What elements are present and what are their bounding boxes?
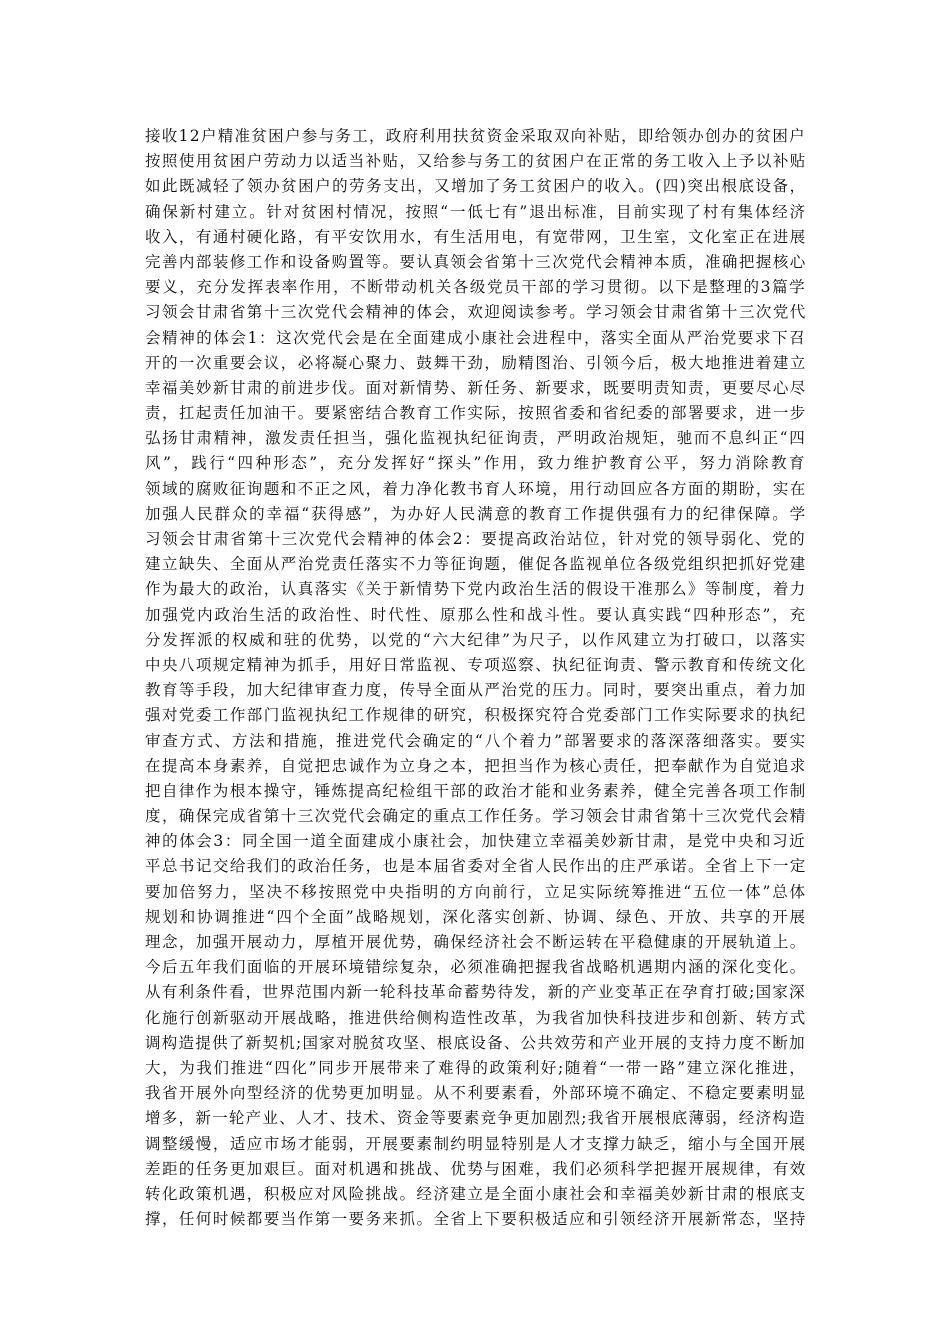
text-line: 教育等手段，加大纪律审查力度，传导全面从严治党的压力。同时，要突出重点，着力加 — [145, 681, 807, 700]
text-line: 撑，任何时候都要当作第一要务来抓。全省上下要积极适应和引领经济开展新常态，坚持 — [145, 1210, 807, 1229]
text-line: 增多，新一轮产业、人才、技术、资金等要素竞争更加剧烈;我省开展根底薄弱，经济构造 — [145, 1109, 806, 1128]
text-line: 如此既减轻了领办贫困户的劳务支出，又增加了务工贫困户的收入。(四)突出根底设备， — [145, 177, 807, 196]
text-line: 审查方式、方法和措施，推进党代会确定的“八个着力”部署要求的落深落细落实。要实 — [145, 731, 808, 750]
text-line: 平总书记交给我们的政治任务，也是本届省委对全省人民作出的庄严承诺。全省上下一定 — [145, 857, 807, 876]
text-line: 按照使用贫困户劳动力以适当补贴，又给参与务工的贫困户在正常的务工收入上予以补贴 — [145, 152, 807, 171]
text-line: 我省开展外向型经济的优势更加明显。从不利要素看，外部环境不确定、不稳定要素明显 — [145, 1084, 807, 1103]
text-line: 度，确保完成省第十三次党代会确定的重点工作任务。学习领会甘肃省第十三次党代会精 — [145, 807, 807, 826]
text-line: 大，为我们推进“四化”同步开展带来了难得的政策利好;随着“一带一路”建立深化推进， — [145, 1058, 807, 1077]
text-line: 会精神的体会1：这次党代会是在全面建成小康社会进程中，落实全面从严治党要求下召 — [145, 328, 807, 347]
text-line: 神的体会3：同全国一道全面建成小康社会，加快建立幸福美妙新甘肃，是党中央和习近 — [145, 832, 807, 851]
text-line: 习领会甘肃省第十三次党代会精神的体会，欢迎阅读参考。学习领会甘肃省第十三次党代 — [145, 303, 807, 322]
text-line: 加强人民群众的幸福“获得感”，为办好人民满意的教育工作提供强有力的纪律保障。学 — [145, 504, 808, 523]
text-line: 弘扬甘肃精神，激发责任担当，强化监视执纪征询责，严明政治规矩，驰而不息纠正“四 — [145, 429, 807, 448]
text-line: 要义，充分发挥表率作用，不断带动机关各级党员干部的学习贯彻。以下是整理的3篇学 — [145, 278, 807, 297]
text-line: 要加倍努力，坚决不移按照党中央指明的方向前行，立足实际统筹推进“五位一体”总体 — [145, 882, 808, 901]
text-line: 建立缺失、全面从严治党责任落实不力等征询题，催促各监视单位各级党组织把抓好党建 — [145, 555, 807, 574]
text-line: 幸福美妙新甘肃的前进步伐。面对新情势、新任务、新要求，既要明责知责，更要尽心尽 — [145, 378, 807, 397]
text-line: 分发挥派的权威和驻的优势，以党的“六大纪律”为尺子，以作风建立为打破口，以落实 — [145, 630, 808, 649]
text-line: 确保新村建立。针对贫困村情况，按照“一低七有”退出标准，目前实现了村有集体经济 — [145, 202, 808, 221]
text-line: 接收12户精准贫困户参与务工，政府利用扶贫资金采取双向补贴，即给领办创办的贫困户 — [145, 127, 806, 145]
text-line: 转化政策机遇，积极应对风险挑战。经济建立是全面小康社会和幸福美妙新甘肃的根底支 — [145, 1184, 807, 1203]
text-line: 作为最大的政治，认真落实《关于新情势下党内政治生活的假设干准那么》等制度，着力 — [145, 580, 807, 599]
text-line: 把自律作为根本操守，锤炼提高纪检组干部的政治才能和业务素养，健全完善各项工作制 — [145, 781, 807, 800]
text-line: 加强党内政治生活的政治性、时代性、原那么性和战斗性。要认真实践“四种形态”，充 — [145, 605, 808, 624]
body-paragraph — [145, 124, 808, 1232]
text-line: 在提高本身素养，自觉把忠诚作为立身之本，把担当作为核心责任，把奉献作为自觉追求 — [145, 756, 807, 775]
text-line: 强对党委工作部门监视执纪工作规律的研究，积极探究符合党委部门工作实际要求的执纪 — [145, 706, 807, 725]
text-line: 调整缓慢，适应市场才能弱，开展要素制约明显特别是人才支撑力缺乏，缩小与全国开展 — [145, 1134, 807, 1153]
text-line: 中央八项规定精神为抓手，用好日常监视、专项巡察、执纪征询责、警示教育和传统文化 — [145, 655, 807, 674]
text-line: 理念，加强开展动力，厚植开展优势，确保经济社会不断运转在平稳健康的开展轨道上。 — [145, 933, 807, 951]
text-line: 责，扛起责任加油干。要紧密结合教育工作实际，按照省委和省纪委的部署要求，进一步 — [145, 404, 807, 423]
text-line: 完善内部装修工作和设备购置等。要认真领会省第十三次党代会精神本质，准确把握核心 — [145, 252, 807, 271]
text-line: 习领会甘肃省第十三次党代会精神的体会2：要提高政治站位，针对党的领导弱化、党的 — [145, 530, 807, 548]
text-line: 调构造提供了新契机;国家对脱贫攻坚、根底设备、公共效劳和产业开展的支持力度不断加 — [145, 1033, 806, 1052]
text-line: 化施行创新驱动开展战略，推进供给侧构造性改革，为我省加快科技进步和创新、转方式 — [145, 1008, 807, 1027]
text-line: 风”，践行“四种形态”，充分发挥好“探头”作用，致力维护教育公平，努力消除教育 — [145, 454, 807, 473]
text-line: 开的一次重要会议，必将凝心聚力、鼓舞干劲，励精图治、引领今后，极大地推进着建立 — [145, 353, 807, 372]
text-line: 今后五年我们面临的开展环境错综复杂，必须准确把握我省战略机遇期内涵的深化变化。 — [145, 958, 807, 977]
text-line: 规划和协调推进“四个全面”战略规划，深化落实创新、协调、绿色、开放、共享的开展 — [145, 907, 808, 926]
text-line: 收入，有通村硬化路，有平安饮用水，有生活用电，有宽带网，卫生室，文化室正在进展 — [145, 227, 807, 246]
text-line: 从有利条件看，世界范围内新一轮科技革命蓄势待发，新的产业变革正在孕育打破;国家深 — [145, 983, 806, 1002]
text-line: 差距的任务更加艰巨。面对机遇和挑战、优势与困难，我们必须科学把握开展规律，有效 — [145, 1159, 807, 1178]
text-line: 领域的腐败征询题和不正之风，着力净化教书育人环境，用行动回应各方面的期盼，实在 — [145, 479, 807, 498]
